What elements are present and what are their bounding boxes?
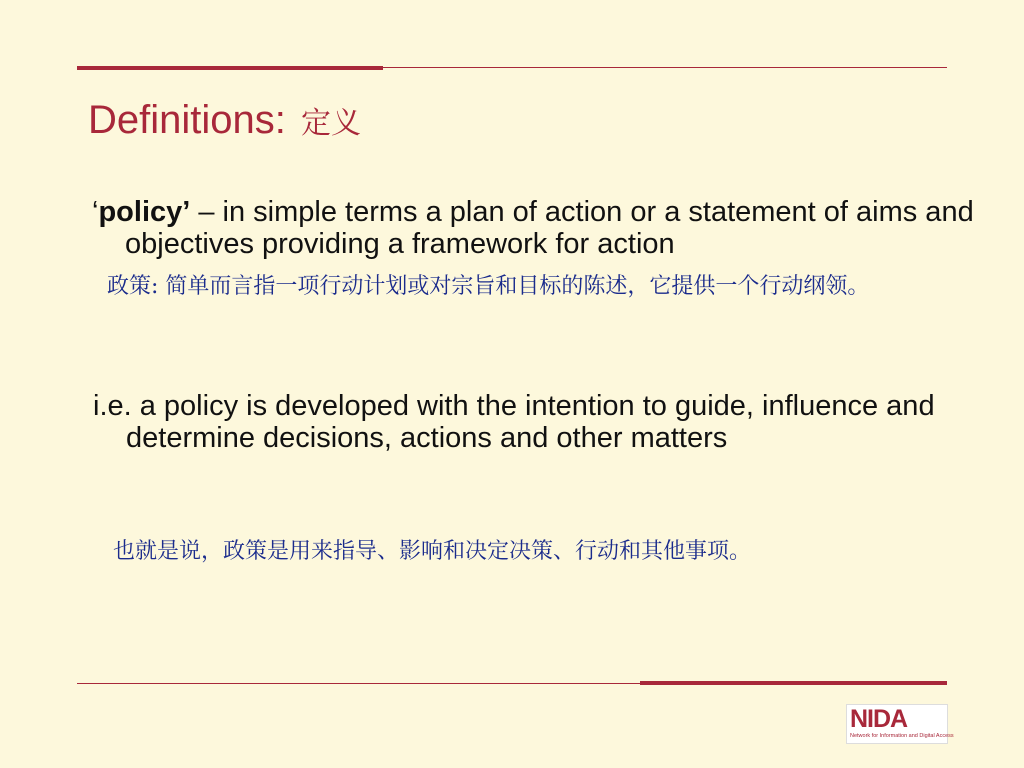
definition-text: – in simple terms a plan of action or a statement of aims and objectives providing a framework for action <box>125 196 974 260</box>
logo-tagline: Network for Information and Digital Access <box>850 733 954 739</box>
bottom-rule-thin <box>77 683 640 684</box>
top-rule-thick <box>77 66 383 70</box>
title-main: Definitions: <box>88 98 286 142</box>
definition-open-quote: ‘ <box>92 196 99 228</box>
definition-chinese: 政策: 简单而言指一项行动计划或对宗旨和目标的陈述，它提供一个行动纲领。 <box>107 274 870 299</box>
definition-term: policy’ <box>98 196 191 228</box>
definition-paragraph <box>92 196 1024 260</box>
slide-title <box>88 100 361 140</box>
explanation-chinese: 也就是说，政策是用来指导、影响和决定决策、行动和其他事项。 <box>113 539 752 564</box>
bottom-rule-thick <box>640 681 947 685</box>
top-rule-thin <box>383 67 947 68</box>
title-chinese: 定义 <box>301 106 361 141</box>
explanation-text: i.e. a policy is developed with the intention to guide, influence and determine decisions, actions and other matters <box>93 390 935 454</box>
nida-logo <box>846 704 954 744</box>
logo-wordmark: NIDA <box>850 705 908 733</box>
explanation-paragraph <box>93 390 1006 454</box>
